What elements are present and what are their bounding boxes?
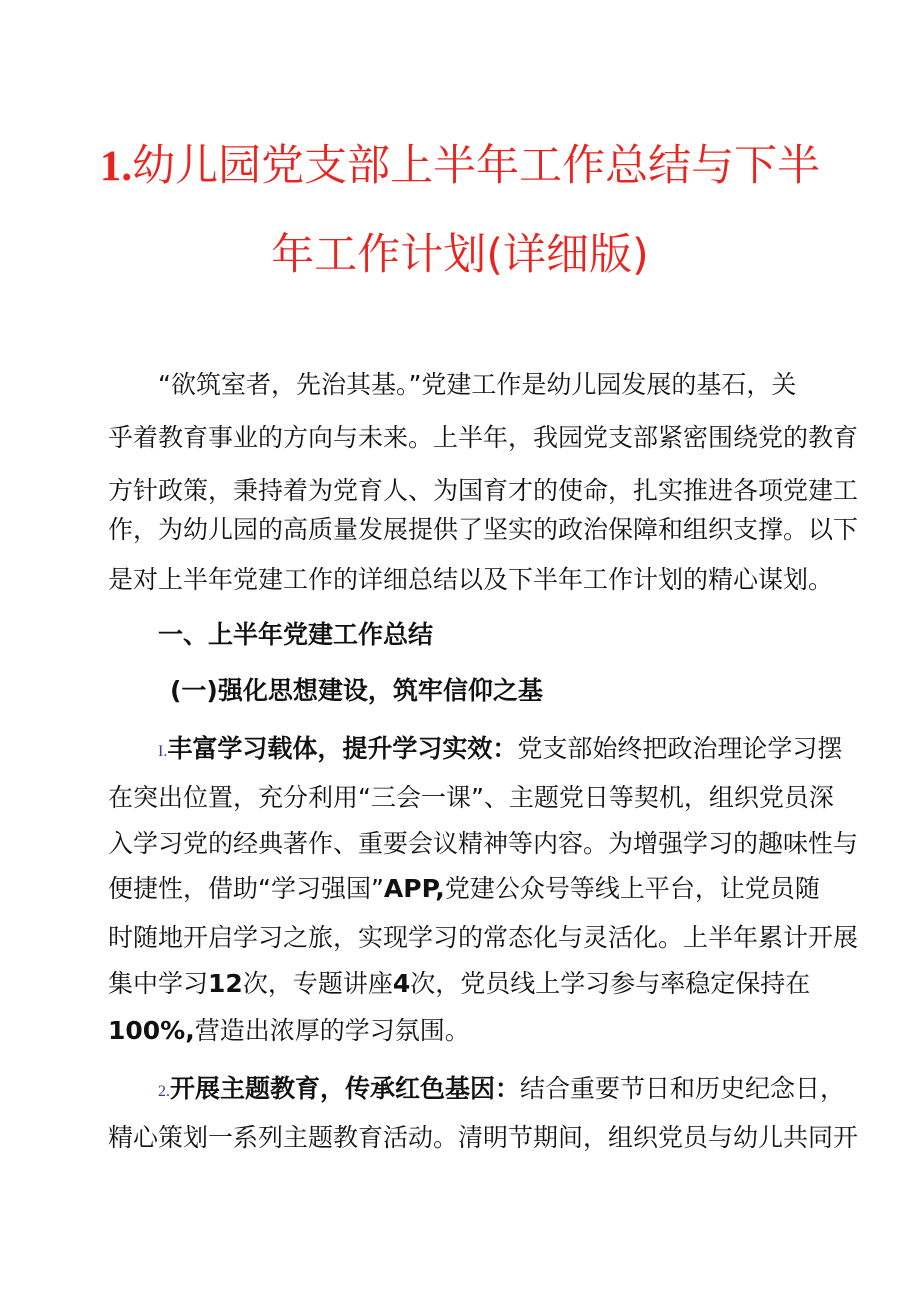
- item1-line-6: [108, 967, 820, 1001]
- item1-line-6c: 次，党员线上学习参与率稳定保持在: [410, 969, 811, 998]
- item1-line-1: [158, 732, 870, 769]
- document-title-line-2: 年工作计划(详细版): [271, 230, 649, 280]
- document-title-line-1: [0, 140, 920, 193]
- intro-line-2: 乎着教育事业的方向与未来。上半年，我园党支部紧密围绕党的教育: [108, 423, 859, 452]
- item2-text: 结合重要节日和历史纪念日，: [520, 1074, 846, 1103]
- intro-line-5: 是对上半年党建工作的详细总结以及下半年工作计划的精心谋划。: [108, 565, 834, 594]
- item2-line-1: [158, 1072, 870, 1109]
- item1-line-6a: 集中学习: [108, 969, 209, 998]
- item2-bold-lead: 开展主题教育，传承红色基因：: [170, 1074, 521, 1103]
- item1-line-3: 入学习党的经典著作、重要会议精神等内容。为增强学习的趣味性与: [108, 829, 859, 858]
- item1-text: 党支部始终把政治理论学习摆: [517, 734, 843, 763]
- section-heading-1: 一、上半年党建工作总结: [158, 620, 434, 649]
- item2-marker: 2.: [158, 1083, 170, 1100]
- item1-line-7: [108, 1014, 820, 1048]
- item1-bold-lead: 丰富学习载体，提升学习实效：: [167, 734, 518, 763]
- participation-rate: 100%,: [108, 1016, 195, 1045]
- item1-line-4: [108, 872, 820, 906]
- intro-line-4: 作，为幼儿园的高质量发展提供了坚实的政治保障和组织支撑。以下: [108, 515, 859, 544]
- study-count: 12: [208, 969, 243, 998]
- title-number: 1.: [99, 143, 133, 190]
- item1-line-7b: 营造出浓厚的学习氛围。: [194, 1016, 470, 1045]
- item1-line-4a: 便捷性，借助“学习强国”: [108, 874, 384, 903]
- subsection-heading-1: (一)强化思想建设，筑牢信仰之基: [170, 676, 543, 705]
- item1-marker: I.: [158, 743, 168, 760]
- item1-line-2: 在突出位置，充分利用“三会一课”、主题党日等契机，组织党员深: [108, 783, 834, 812]
- item2-line-2: 精心策划一系列主题教育活动。清明节期间，组织党员与幼儿共同开: [108, 1123, 859, 1152]
- item1-line-6b: 次，专题讲座: [242, 969, 393, 998]
- intro-line-1: “欲筑室者，先治其基。”党建工作是幼儿园发展的基石，关: [158, 370, 797, 399]
- title-text-1: 幼儿园党支部上半年工作总结与下半: [132, 141, 821, 191]
- intro-line-3: 方针政策，秉持着为党育人、为国育才的使命，扎实推进各项党建工: [108, 476, 859, 505]
- lecture-count: 4: [392, 969, 411, 998]
- item1-line-4b: 党建公众号等线上平台，让党员随: [444, 874, 820, 903]
- item1-line-5: 时随地开启学习之旅，实现学习的常态化与灵活化。上半年累计开展: [108, 923, 859, 952]
- app-label: APP,: [383, 874, 445, 903]
